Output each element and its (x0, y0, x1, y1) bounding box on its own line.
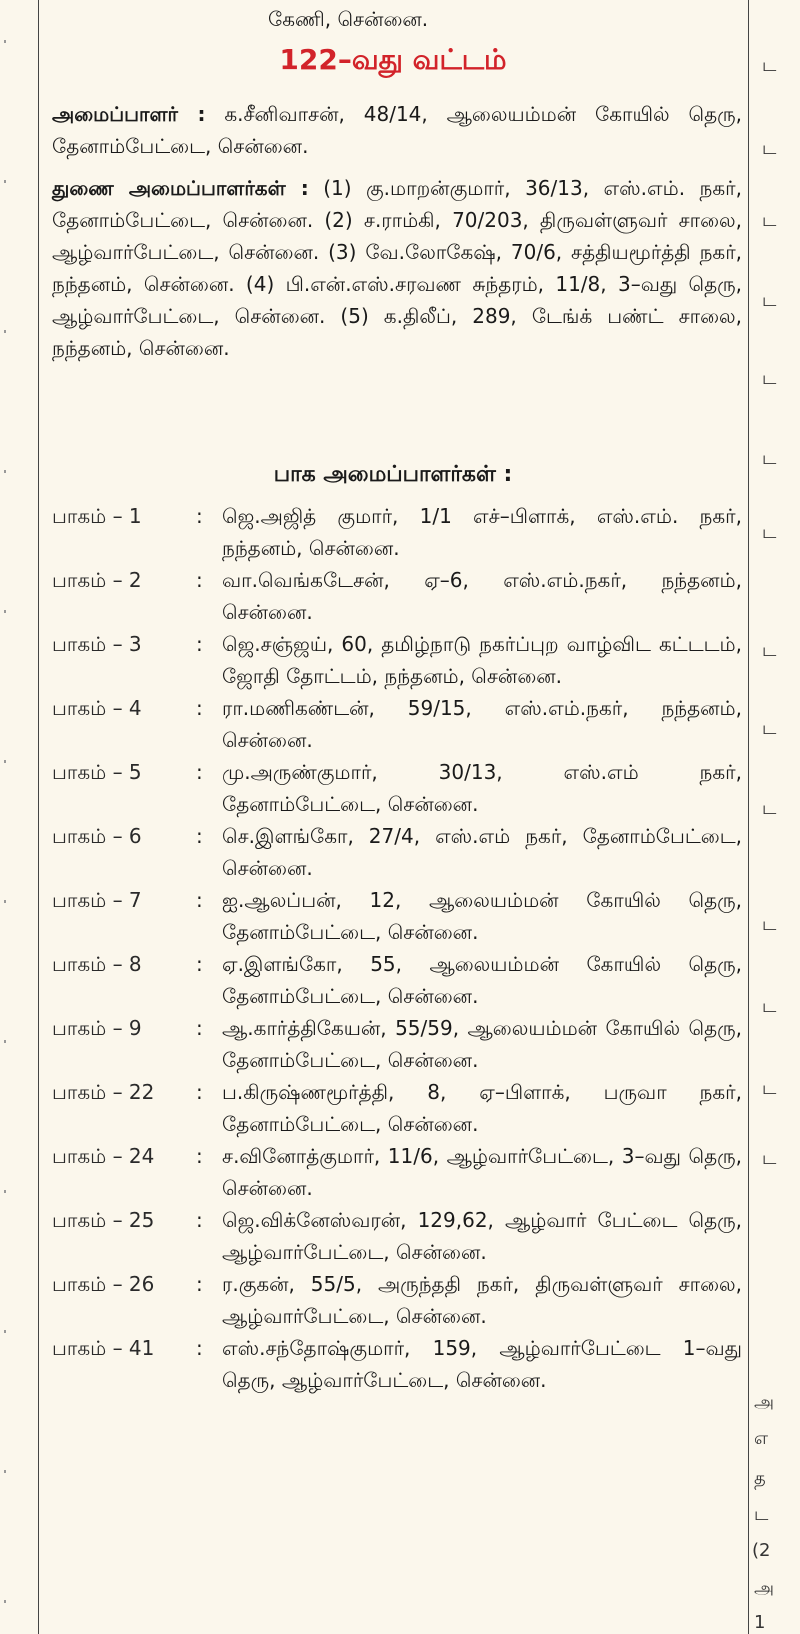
separator: : (196, 952, 203, 976)
separator: : (196, 504, 203, 528)
column-fragment: 1 (754, 1612, 766, 1633)
list-item (52, 628, 742, 692)
separator: : (196, 760, 203, 784)
part-label: பாகம் – 22 (52, 1080, 155, 1104)
part-address: மு.அருண்குமார், 30/13, எஸ்.எம் நகர், தேனாம்பேட்டை, சென்னை. (222, 760, 742, 816)
column-fragment: ட (762, 138, 777, 159)
organizer-paragraph (52, 98, 742, 162)
part-address: ர.குகன், 55/5, அருந்ததி நகர், திருவள்ளுவர் சாலை, ஆழ்வார்பேட்டை, சென்னை. (222, 1272, 742, 1328)
column-fragment: அ (754, 1392, 775, 1413)
column-fragment: ட (762, 798, 777, 819)
part-address: எஸ்.சந்தோஷ்குமார், 159, ஆழ்வார்பேட்டை 1–வது தெரு, ஆழ்வார்பேட்டை, சென்னை. (222, 1336, 742, 1392)
part-label: பாகம் – 4 (52, 696, 142, 720)
column-fragment: ட (762, 368, 777, 389)
list-item (52, 500, 742, 564)
column-fragment: (2 (752, 1540, 771, 1561)
part-address: ப.கிருஷ்ணமூர்த்தி, 8, ஏ–பிளாக், பருவா நகர், தேனாம்பேட்டை, சென்னை. (222, 1080, 742, 1136)
list-item (52, 756, 742, 820)
part-label: பாகம் – 6 (52, 824, 142, 848)
separator: : (196, 1016, 203, 1040)
part-address: ஜெ.விக்னேஸ்வரன், 129,62, ஆழ்வார் பேட்டை தெரு, ஆழ்வார்பேட்டை, சென்னை. (222, 1208, 742, 1264)
column-fragment: ட (762, 210, 777, 231)
part-label: பாகம் – 9 (52, 1016, 142, 1040)
list-item (52, 1076, 742, 1140)
part-label: பாகம் – 24 (52, 1144, 155, 1168)
column-fragment: த (754, 1468, 766, 1489)
separator: : (196, 1080, 203, 1104)
list-item (52, 1268, 742, 1332)
list-item (52, 1012, 742, 1076)
list-item (52, 820, 742, 884)
list-item (52, 948, 742, 1012)
column-fragment: ட (762, 640, 777, 661)
deputy-paragraph (52, 172, 742, 364)
part-label: பாகம் – 5 (52, 760, 142, 784)
column-rule-right (748, 0, 749, 1634)
part-address: ச.வினோத்குமார், 11/6, ஆழ்வார்பேட்டை, 3–வது தெரு, சென்னை. (222, 1144, 742, 1200)
right-column-edge (750, 0, 800, 1634)
part-address: ஐ.ஆலப்பன், 12, ஆலையம்மன் கோயில் தெரு, தேனாம்பேட்டை, சென்னை. (222, 888, 742, 944)
column-fragment: ட (762, 996, 777, 1017)
part-label: பாகம் – 26 (52, 1272, 155, 1296)
part-address: ஆ.கார்த்திகேயன், 55/59, ஆலையம்மன் கோயில் தெரு, தேனாம்பேட்டை, சென்னை. (222, 1016, 742, 1072)
column-fragment: ட (762, 55, 777, 76)
list-item (52, 1140, 742, 1204)
column-fragment: ட (754, 1504, 769, 1525)
part-label: பாகம் – 3 (52, 632, 142, 656)
part-label: பாகம் – 25 (52, 1208, 155, 1232)
separator: : (196, 568, 203, 592)
separator: : (196, 1144, 203, 1168)
part-address: ரா.மணிகண்டன், 59/15, எஸ்.எம்.நகர், நந்தனம், சென்னை. (222, 696, 742, 752)
part-organizer-list (52, 500, 742, 1396)
part-address: ஜெ.சஞ்ஜய், 60, தமிழ்நாடு நகர்ப்புற வாழ்விட கட்டடம், ஜோதி தோட்டம், நந்தனம், சென்னை. (222, 632, 742, 688)
column-fragment: ட (762, 1078, 777, 1099)
column-fragment: அ (754, 1578, 775, 1599)
main-column (38, 0, 748, 1634)
deputy-text: (1) கு.மாறன்குமார், 36/13, எஸ்.எம். நகர், தேனாம்பேட்டை, சென்னை. (2) ச.ராம்கி, 70/203, திருவள்ளுவர் சாலை, ஆழ்வார்பேட்டை, சென்னை. (3) வே.லோகேஷ், 70/6, சத்தியமூர்த்தி நகர், நந்தனம், சென்னை. (4) பி.என்.எஸ்.சரவண சுந்தரம், 11/8, 3–வது தெரு, ஆழ்வார்பேட்டை, சென்னை. (5) க.திலீப், 289, டேங்க் பண்ட் சாலை, நந்தனம், சென்னை. (52, 176, 742, 360)
column-fragment: எ (754, 1428, 769, 1449)
column-fragment: ட (762, 448, 777, 469)
list-item (52, 692, 742, 756)
organizer-label: அமைப்பாளர் : (52, 102, 206, 126)
part-label: பாகம் – 1 (52, 504, 142, 528)
part-label: பாகம் – 2 (52, 568, 142, 592)
part-label: பாகம் – 41 (52, 1336, 155, 1360)
organizer-text: க.சீனிவாசன், 48/14, ஆலையம்மன் கோயில் தெரு, தேனாம்பேட்டை, சென்னை. (52, 102, 742, 158)
left-column-edge (0, 0, 12, 1634)
list-item (52, 564, 742, 628)
part-address: செ.இளங்கோ, 27/4, எஸ்.எம் நகர், தேனாம்பேட்டை, சென்னை. (222, 824, 742, 880)
list-item (52, 1332, 742, 1396)
separator: : (196, 632, 203, 656)
ward-title: 122–வது வட்டம் (279, 43, 507, 76)
separator: : (196, 1272, 203, 1296)
deputy-label: துணை அமைப்பாளர்கள் : (52, 176, 309, 200)
separator: : (196, 1336, 203, 1360)
separator: : (196, 888, 203, 912)
list-item (52, 1204, 742, 1268)
carryover-line: கேணி, சென்னை. (268, 7, 429, 31)
column-fragment: ட (762, 914, 777, 935)
part-address: வா.வெங்கடேசன், ஏ–6, எஸ்.எம்.நகர், நந்தனம், சென்னை. (222, 568, 742, 624)
column-fragment: ட (762, 522, 777, 543)
separator: : (196, 824, 203, 848)
separator: : (196, 1208, 203, 1232)
section-heading: பாக அமைப்பாளர்கள் : (273, 462, 513, 487)
part-address: ஜெ.அஜித் குமார், 1/1 எச்–பிளாக், எஸ்.எம். நகர், நந்தனம், சென்னை. (222, 504, 742, 560)
part-address: ஏ.இளங்கோ, 55, ஆலையம்மன் கோயில் தெரு, தேனாம்பேட்டை, சென்னை. (222, 952, 742, 1008)
column-fragment: ட (762, 1148, 777, 1169)
list-item (52, 884, 742, 948)
part-label: பாகம் – 7 (52, 888, 142, 912)
column-fragment: ட (762, 290, 777, 311)
separator: : (196, 696, 203, 720)
column-fragment: ட (762, 718, 777, 739)
part-label: பாகம் – 8 (52, 952, 142, 976)
